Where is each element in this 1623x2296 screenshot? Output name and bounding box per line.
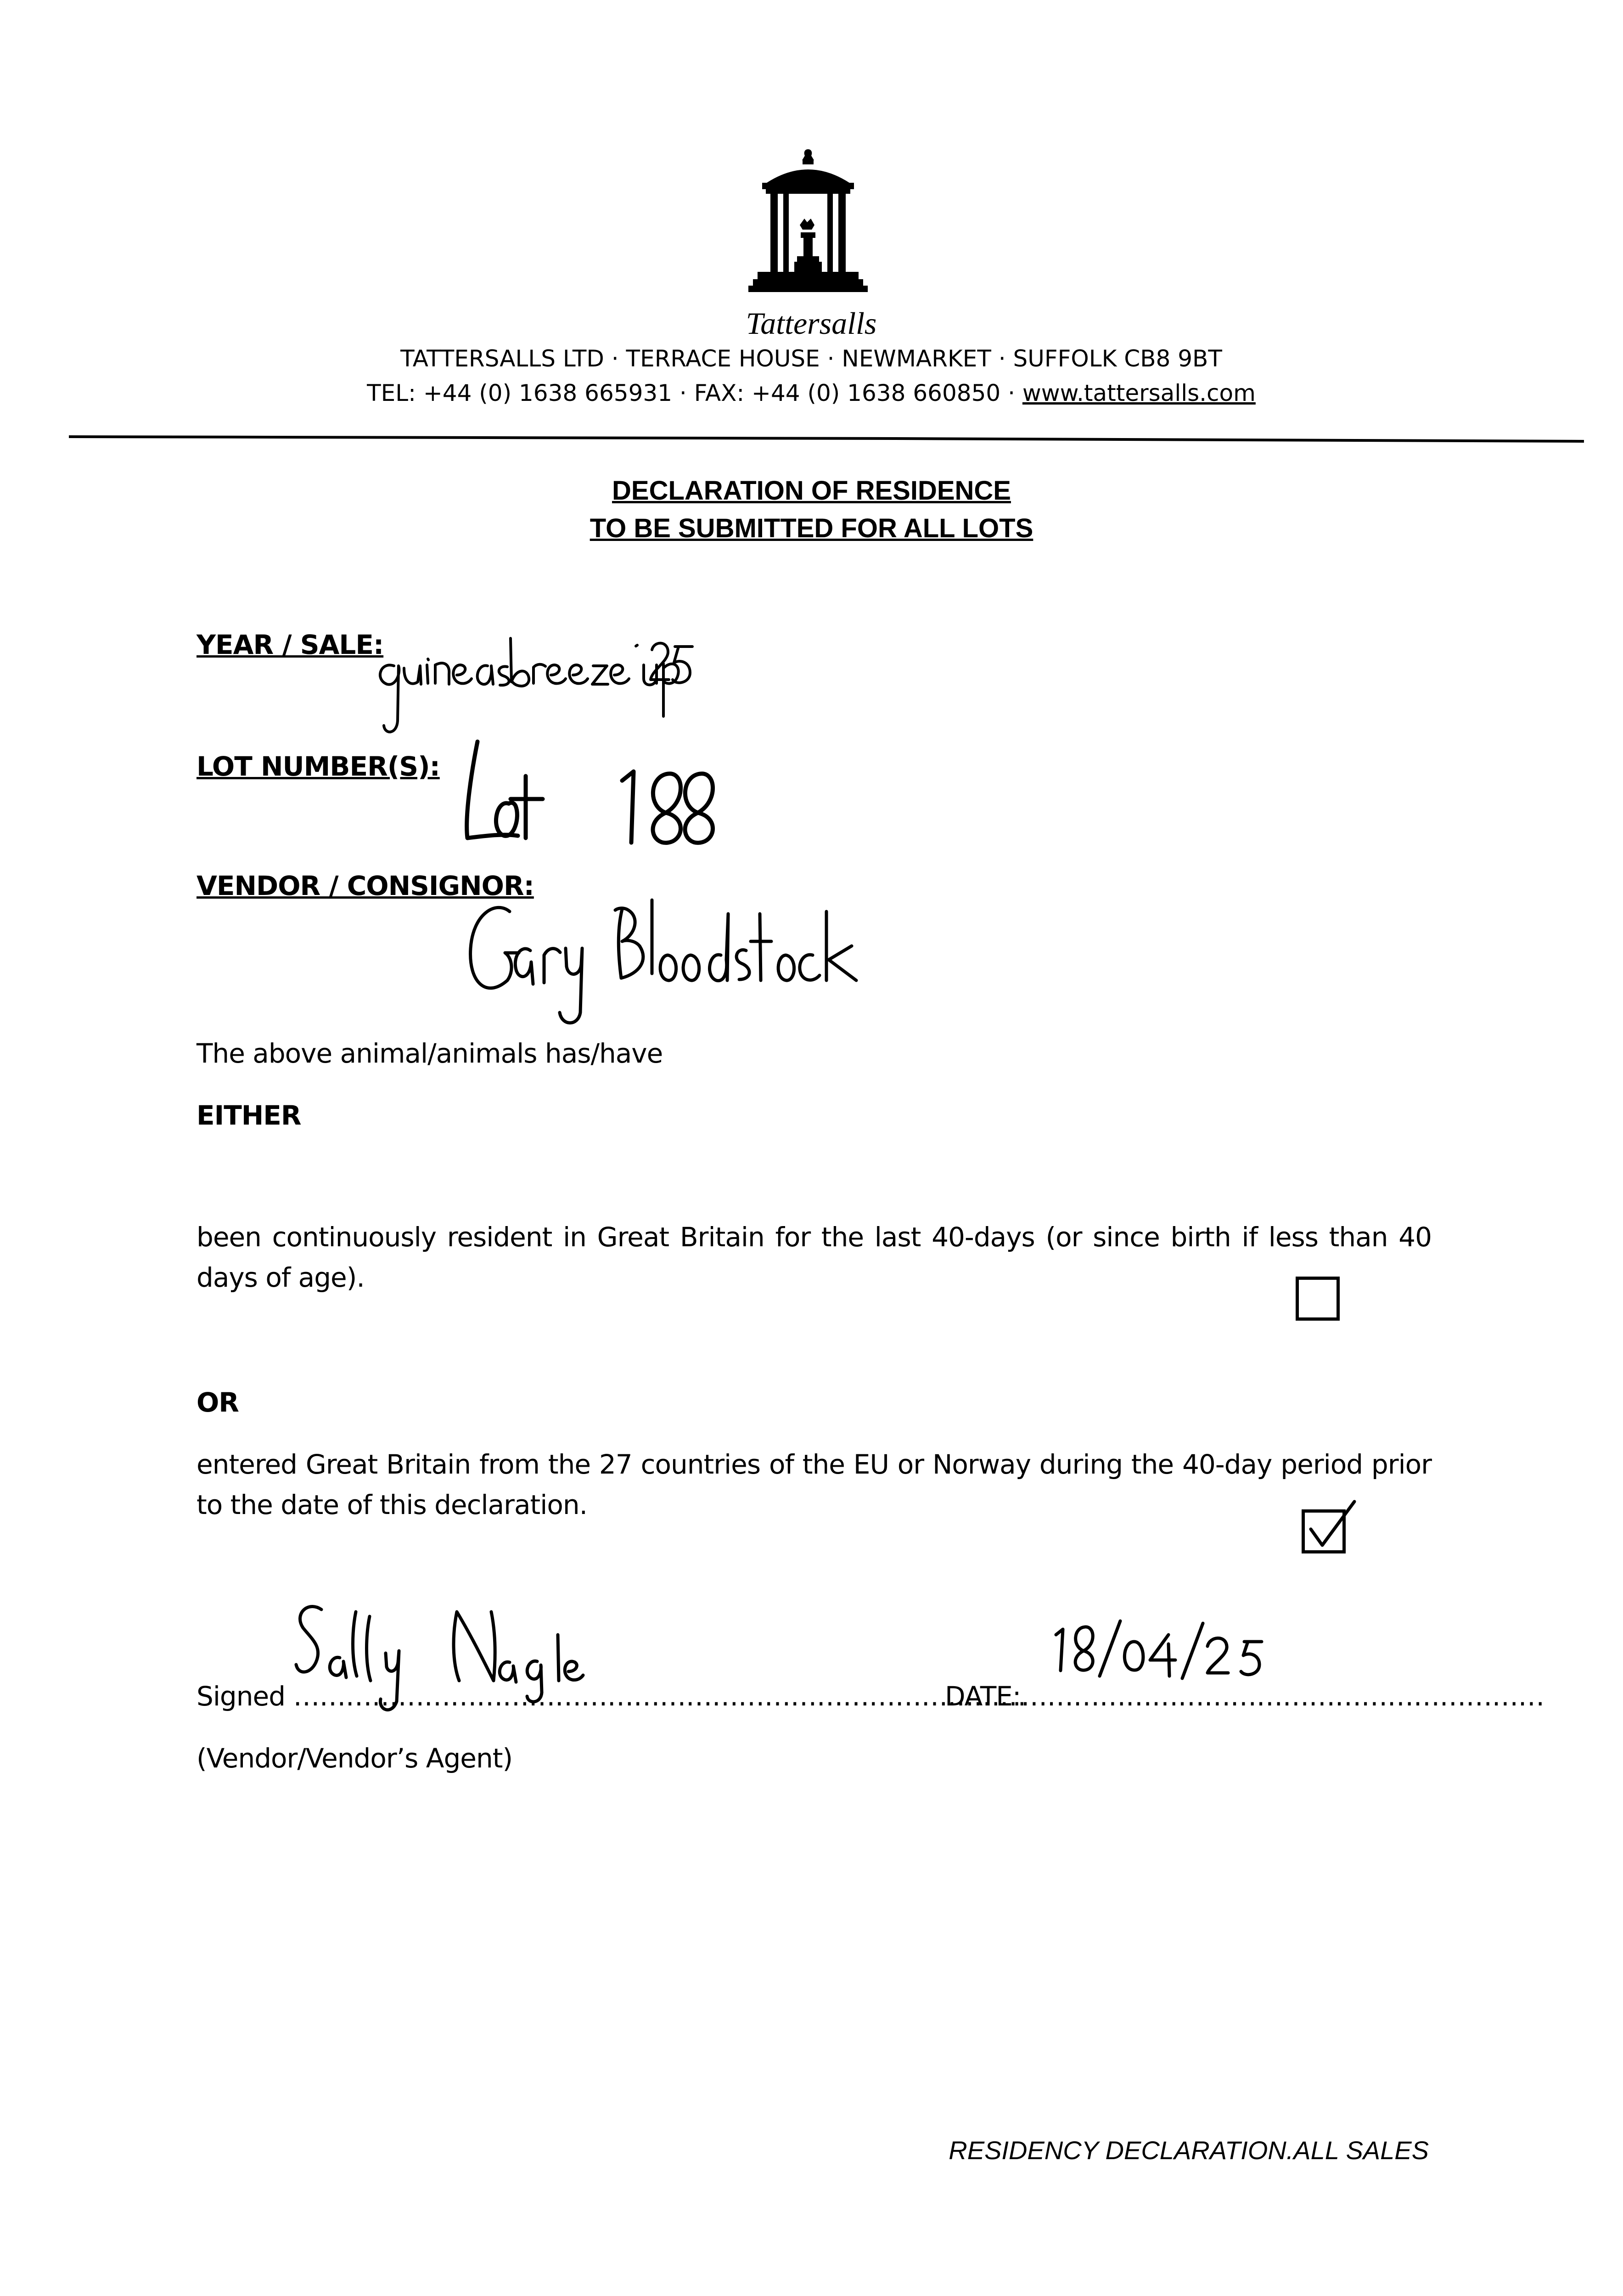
- option-entered-checkbox[interactable]: [1302, 1509, 1346, 1553]
- brand-name: Tattersalls: [746, 306, 877, 341]
- signed-label: Signed …………………………………………………………………………: [197, 1681, 1026, 1712]
- either-heading: EITHER: [197, 1100, 301, 1131]
- handwritten-vendor: [471, 900, 856, 1023]
- handwritten-year-sale: [380, 638, 692, 732]
- option-resident-checkbox[interactable]: [1296, 1277, 1340, 1321]
- signer-role: (Vendor/Vendor’s Agent): [197, 1743, 513, 1774]
- handwritten-lot-number: [467, 742, 713, 843]
- document-title: DECLARATION OF RESIDENCE: [612, 476, 1011, 506]
- footer-label: RESIDENCY DECLARATION.ALL SALES: [949, 2136, 1429, 2165]
- or-heading: OR: [197, 1387, 239, 1418]
- company-contact: [191, 380, 1431, 406]
- date-label: DATE:……………………………………………………: [945, 1681, 1544, 1712]
- option-entered-text: entered Great Britain from the 27 countries of the EU or Norway during the 40-day period prior to the date of this declaration.: [197, 1449, 1432, 1520]
- lot-number-label: LOT NUMBER(S):: [197, 751, 440, 782]
- option-resident-text: been continuously resident in Great Britain for the last 40-days (or since birth if less than 40 days of age).: [197, 1221, 1432, 1293]
- contact-phone-fax: TEL: +44 (0) 1638 665931 · FAX: +44 (0) 1638 660850 ·: [367, 380, 1022, 406]
- intro-text: The above animal/animals has/have: [197, 1038, 663, 1069]
- handwritten-date: [1056, 1621, 1262, 1678]
- document-subtitle: TO BE SUBMITTED FOR ALL LOTS: [590, 513, 1033, 543]
- year-sale-label: YEAR / SALE:: [197, 629, 384, 660]
- vendor-consignor-label: VENDOR / CONSIGNOR:: [197, 870, 534, 901]
- company-address: TATTERSALLS LTD · TERRACE HOUSE · NEWMARKET · SUFFOLK CB8 9BT: [400, 345, 1222, 372]
- website-link[interactable]: www.tattersalls.com: [1022, 380, 1256, 406]
- header-divider: [69, 434, 1584, 444]
- tattersalls-logo-icon: [739, 147, 877, 303]
